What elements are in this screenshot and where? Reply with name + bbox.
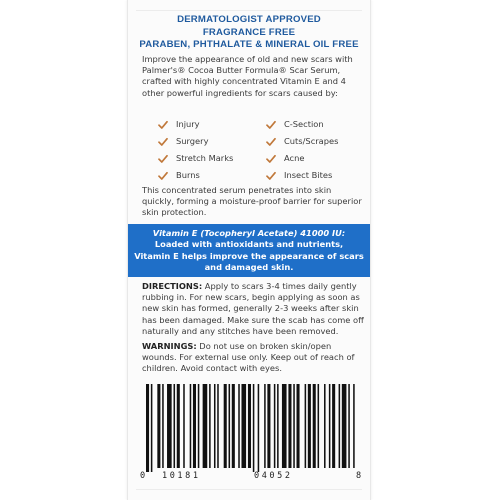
directions-section <box>142 281 364 337</box>
barcode-bar <box>224 384 227 468</box>
barcode-bar <box>238 384 240 468</box>
barcode-bar <box>241 384 246 468</box>
list-item-label: Cuts/Scrapes <box>284 135 339 146</box>
barcode-image <box>146 384 358 480</box>
barcode-bar <box>183 384 185 468</box>
barcode-digit-last: 8 <box>356 471 362 481</box>
barcode-digits-left: 10181 <box>162 471 201 481</box>
list-item-label: Injury <box>176 118 200 129</box>
list-item <box>158 153 266 164</box>
barcode-bar <box>277 384 279 468</box>
background-left <box>0 0 128 500</box>
barcode-bar <box>151 384 153 472</box>
directions-text: Apply to scars 3-4 times daily gently rubbing in. For new scars, begin applying as soon as new skin has formed, generally 2-3 weeks after skin has been damaged. Make sure the scab has come off naturally and any stitches have been removed. <box>142 281 364 336</box>
list-item <box>158 119 266 130</box>
vitamin-e-line: Vitamin E helps improve the appearance of scars <box>134 250 364 261</box>
scar-causes-list <box>158 119 362 181</box>
checkmark-icon <box>158 154 168 164</box>
list-item-label: Stretch Marks <box>176 152 234 163</box>
barcode-bar <box>177 384 180 468</box>
directions-label: DIRECTIONS: <box>142 281 203 291</box>
barcode-bar <box>248 384 251 468</box>
barcode-bar <box>313 384 316 468</box>
list-item-label: Insect Bites <box>284 169 333 180</box>
barcode-bar <box>297 384 300 468</box>
list-item-label: Burns <box>176 169 200 180</box>
barcode-bar <box>329 384 331 468</box>
vitamin-e-line: Loaded with antioxidants and nutrients, <box>154 239 344 250</box>
barcode-bar <box>162 384 164 468</box>
checkmark-icon <box>266 154 276 164</box>
barcode-bar <box>190 384 192 468</box>
barcode-bar <box>264 384 266 468</box>
intro-paragraph: Improve the appearance of old and new scars with Palmer's® Cocoa Butter Formula® Scar Serum, crafted with highly concentrated Vitamin E and 4 other powerful ingredients for scars caused by: <box>142 54 353 98</box>
vitamin-e-heading: Vitamin E (Tocopheryl Acetate) 41000 IU: <box>152 228 346 238</box>
list-item <box>158 170 266 181</box>
claim-dermatologist: DERMATOLOGIST APPROVED <box>177 14 321 25</box>
list-item-label: Acne <box>284 152 305 163</box>
list-item <box>266 170 362 181</box>
barcode-bar <box>232 384 235 468</box>
product-claims <box>136 14 362 52</box>
claim-fragrance-free: FRAGRANCE FREE <box>202 26 296 38</box>
checkmark-icon <box>266 120 276 130</box>
barcode-bar <box>274 384 276 468</box>
barcode-bar <box>339 384 341 468</box>
vitamin-e-line: and damaged skin. <box>204 261 294 272</box>
barcode-bar <box>198 384 200 468</box>
panel-bottom-edge <box>136 489 362 500</box>
barcode-bar <box>209 384 211 468</box>
barcode-bar <box>282 384 287 468</box>
serum-description: This concentrated serum penetrates into skin quickly, forming a moisture-proof barrier for superior skin protection. <box>142 185 362 218</box>
barcode-bar <box>288 384 291 468</box>
warnings-text: Do not use on broken skin/open wounds. For external use only. Keep out of reach of children. Avoid contact with eyes. <box>142 341 355 374</box>
checkmark-icon <box>158 171 168 181</box>
barcode-bar <box>324 384 326 468</box>
barcode-bar <box>217 384 219 468</box>
list-item-label: C-Section <box>284 118 324 129</box>
checkmark-icon <box>158 120 168 130</box>
barcode-bar <box>229 384 231 468</box>
barcode-bar <box>253 384 255 472</box>
barcode-digits-right: 04052 <box>254 471 293 481</box>
list-item-label: Surgery <box>176 135 209 146</box>
barcode-digit-first: 0 <box>140 471 146 481</box>
barcode-bar <box>267 384 270 468</box>
warnings-section <box>142 341 364 375</box>
label-content <box>136 0 362 500</box>
barcode-bar <box>318 384 320 468</box>
list-item <box>266 136 362 147</box>
barcode-bar <box>308 384 311 468</box>
barcode-bar <box>305 384 307 468</box>
barcode-bar <box>174 384 176 468</box>
barcode-bar <box>342 384 347 468</box>
checkmark-icon <box>266 137 276 147</box>
background-right <box>370 0 500 500</box>
barcode-bar <box>214 384 216 468</box>
checkmark-icon <box>266 171 276 181</box>
list-item <box>158 136 266 147</box>
barcode-bar <box>293 384 295 468</box>
product-label-panel <box>128 0 370 500</box>
barcode-bar <box>353 384 355 468</box>
barcode-bar <box>258 384 260 472</box>
barcode-bar <box>203 384 208 468</box>
vitamin-e-banner <box>128 224 370 277</box>
claim-paraben-free: PARABEN, PHTHALATE & MINERAL OIL FREE <box>139 39 359 50</box>
list-item <box>266 153 362 164</box>
barcode-bar <box>167 384 172 468</box>
barcode-bar <box>146 384 149 472</box>
barcode-bar <box>332 384 335 468</box>
barcode-bar <box>157 384 160 468</box>
barcode-bar <box>348 384 350 468</box>
list-item <box>266 119 362 130</box>
warnings-label: WARNINGS: <box>142 341 197 351</box>
barcode-bar <box>193 384 196 468</box>
checkmark-icon <box>158 137 168 147</box>
